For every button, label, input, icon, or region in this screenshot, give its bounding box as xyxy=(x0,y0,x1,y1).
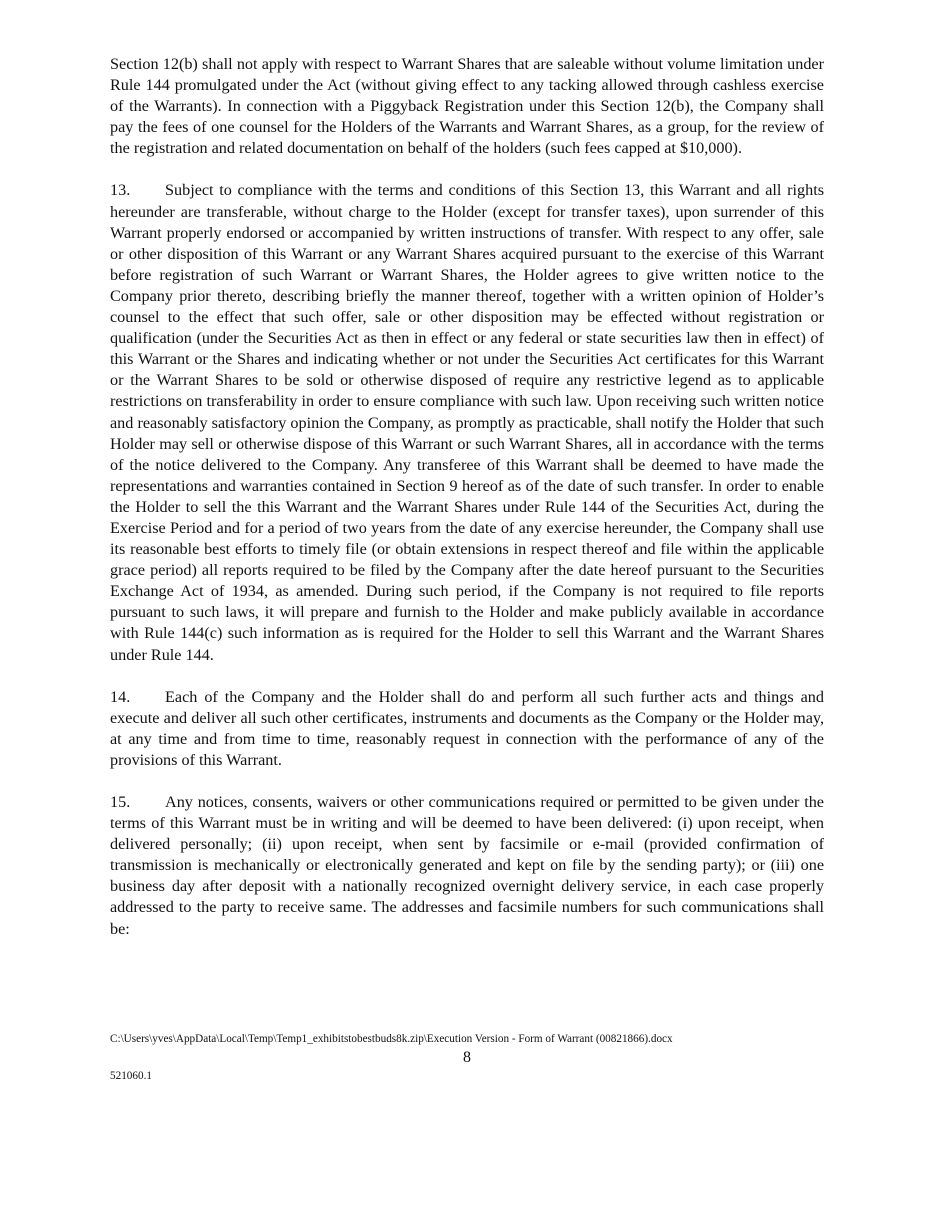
paragraph-text: Subject to compliance with the terms and conditions of this Section 13, this Warrant and all rights hereunder are transferable, without charge to the Holder (except for transfer taxes), upon surrender of this Warrant properly endorsed or accompanied by written instructions of transfer. With respect to any offer, sale or other disposition of this Warrant or any Warrant Shares acquired pursuant to the exercise of this Warrant before registration of such Warrant or Warrant Shares, the Holder agrees to give written notice to the Company prior thereto, describing briefly the manner thereof, together with a written opinion of Holder’s counsel to the effect that such offer, sale or other disposition may be effected without registration or qualification (under the Securities Act as then in effect or any federal or state securities law then in effect) of this Warrant or the Shares and indicating whether or not under the Securities Act certificates for this Warrant or the Warrant Shares to be sold or otherwise disposed of require any restrictive legend as to applicable restrictions on transferability in order to ensure compliance with such law. Upon receiving such written notice and reasonably satisfactory opinion the Company, as promptly as practicable, shall notify the Holder that such Holder may sell or otherwise dispose of this Warrant or such Warrant Shares, all in accordance with the terms of the notice delivered to the Company. Any transferee of this Warrant shall be deemed to have made the representations and warranties contained in Section 9 hereof as of the date of such transfer. In order to enable the Holder to sell the this Warrant and the Warrant Shares under Rule 144 of the Securities Act, during the Exercise Period and for a period of two years from the date of any exercise hereunder, the Company shall use its reasonable best efforts to timely file (or obtain extensions in respect thereof and file within the applicable grace period) all reports required to be filed by the Company after the date hereof pursuant to the Securities Exchange Act of 1934, as amended. During such period, if the Company is not required to file reports pursuant to such laws, it will prepare and furnish to the Holder and make publicly available in accordance with Rule 144(c) such information as is required for the Holder to sell this Warrant and the Warrant Shares under Rule 144. xyxy=(110,181,824,664)
paragraph-15 xyxy=(110,792,824,940)
paragraph-number: 15. xyxy=(110,793,131,811)
paragraph-continuation xyxy=(110,54,824,159)
paragraph-text: Any notices, consents, waivers or other communications required or permitted to be given under the terms of this Warrant must be in writing and will be deemed to have been delivered: (i) upon receipt, when delivered personally; (ii) upon receipt, when sent by facsimile or e-mail (provided confirmation of transmission is mechanically or electronically generated and kept on file by the sending party); or (iii) one business day after deposit with a nationally recognized overnight delivery service, in each case properly addressed to the party to receive same. The addresses and facsimile numbers for such communications shall be: xyxy=(110,793,824,938)
paragraph-14 xyxy=(110,687,824,771)
paragraph-13 xyxy=(110,180,824,665)
paragraph-text: Section 12(b) shall not apply with respect to Warrant Shares that are saleable without volume limitation under Rule 144 promulgated under the Act (without giving effect to any tacking allowed through cashless exercise of the Warrants). In connection with a Piggyback Registration under this Section 12(b), the Company shall pay the fees of one counsel for the Holders of the Warrants and Warrant Shares, as a group, for the review of the registration and related documentation on behalf of the holders (such fees capped at $10,000). xyxy=(110,55,824,158)
paragraph-text: Each of the Company and the Holder shall do and perform all such further acts and things and execute and deliver all such other certificates, instruments and documents as the Company or the Holder may, at any time and from time to time, reasonably request in connection with the performance of any of the provisions of this Warrant. xyxy=(110,687,824,769)
page-number: 8 xyxy=(463,1049,471,1066)
document-body xyxy=(110,54,824,961)
paragraph-number: 13. xyxy=(110,181,131,200)
footer-file-path: C:\Users\yves\AppData\Local\Temp\Temp1_exhibitstobestbuds8k.zip\Execution Version - Form of Warrant (00821866).docx xyxy=(110,1033,673,1045)
paragraph-number: 14. xyxy=(110,687,131,706)
footer-document-id: 521060.1 xyxy=(110,1070,152,1082)
